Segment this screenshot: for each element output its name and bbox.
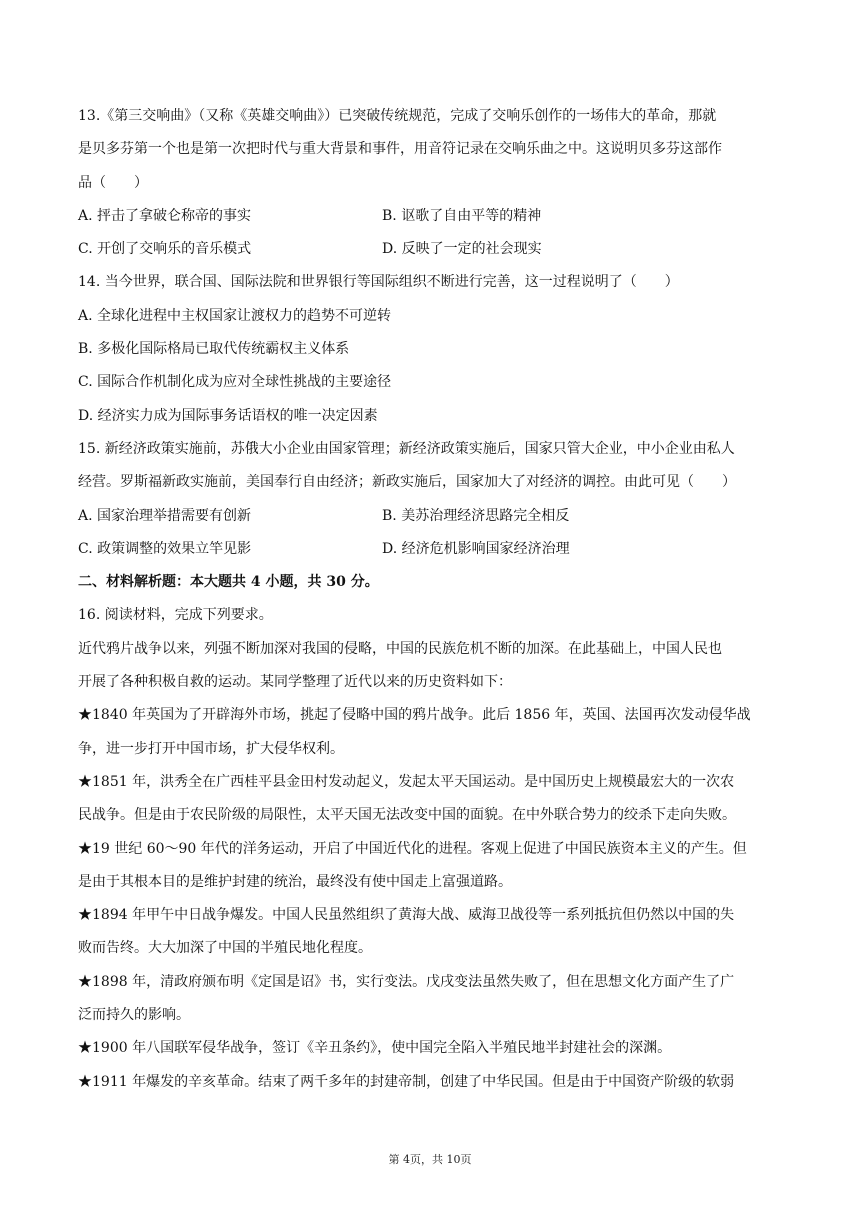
q14-option-d: D. 经济实力成为国际事务话语权的唯一决定因素 [78,407,378,424]
q14-option-a: A. 全球化进程中主权国家让渡权力的趋势不可逆转 [78,307,392,324]
document-page [78,108,788,1107]
q15-options-row-2 [78,541,788,557]
material-intro-line-2: 开展了各种积极自救的运动。某同学整理了近代以来的历史资料如下： [78,674,512,691]
q15-option-d: D. 经济危机影响国家经济治理 [382,540,570,557]
material-intro-line-1: 近代鸦片战争以来，列强不断加深对我国的侵略，中国的民族危机不断的加深。在此基础上，中国人民也 [78,640,722,657]
material-item-1898-line-1: ★1898 年，清政府颁布明《定国是诏》书，实行变法。戊戌变法虽然失败了，但在思想文化方面产生了广 [78,973,735,990]
q15-option-a: A. 国家治理举措需要有创新 [78,507,252,524]
material-item-1894-line-2: 败而告终。大大加深了中国的半殖民地化程度。 [78,940,372,957]
q13-option-d: D. 反映了一定的社会现实 [382,241,542,258]
material-item-1898-line-2: 泛而持久的影响。 [78,1007,190,1024]
q13-line-3: 品（ ） [78,174,148,191]
page-number-footer: 第 4页，共 10页 [388,1153,472,1166]
q13-options-row-1 [78,208,788,224]
q16-stem: 16. 阅读材料，完成下列要求。 [78,607,273,624]
q13-line-2: 是贝多芬第一个也是第一次把时代与重大背景和事件，用音符记录在交响乐曲之中。这说明贝多芬这部作 [78,141,722,158]
material-item-1840-line-1: ★1840 年英国为了开辟海外市场，挑起了侵略中国的鸦片战争。此后 1856 年，英国、法国再次发动侵华战 [78,707,751,724]
q15-option-b: B. 美苏治理经济思路完全相反 [382,507,570,524]
material-item-1840-line-2: 争，进一步打开中国市场，扩大侵华权利。 [78,740,344,757]
q13-options-row-2 [78,241,788,257]
q13-line-1: 13.《第三交响曲》（又称《英雄交响曲》）已突破传统规范，完成了交响乐创作的一场伟大的革命，那就 [78,108,717,124]
q15-line-1: 15. 新经济政策实施前，苏俄大小企业由国家管理；新经济政策实施后，国家只管大企业，中小企业由私人 [78,440,735,457]
q13-option-b: B. 讴歌了自由平等的精神 [382,207,542,224]
q15-option-c: C. 政策调整的效果立竿见影 [78,540,252,557]
material-item-1851-line-2: 民战争。但是由于农民阶级的局限性，太平天国无法改变中国的面貌。在中外联合势力的绞杀下走向失败。 [78,807,736,824]
q14-option-b: B. 多极化国际格局已取代传统霸权主义体系 [78,341,350,358]
q15-options-row-1 [78,508,788,524]
material-item-1851-line-1: ★1851 年，洪秀全在广西桂平县金田村发动起义，发起太平天国运动。是中国历史上规模最宏大的一次农 [78,773,735,790]
material-item-1860s-line-2: 是由于其根本目的是维护封建的统治，最终没有使中国走上富强道路。 [78,873,512,890]
material-item-1911-line-1: ★1911 年爆发的辛亥革命。结束了两千多年的封建帝制，创建了中华民国。但是由于中国资产阶级的软弱 [78,1073,735,1090]
q14-stem: 14. 当今世界，联合国、国际法院和世界银行等国际组织不断进行完善，这一过程说明了（ ） [78,274,679,291]
q14-option-c: C. 国际合作机制化成为应对全球性挑战的主要途径 [78,374,392,391]
section-2-heading: 二、材料解析题：本大题共 4 小题，共 30 分。 [78,574,379,591]
q15-line-2: 经营。罗斯福新政实施前，美国奉行自由经济；新政实施后，国家加大了对经济的调控。由此可见（ ） [78,474,736,491]
q13-option-c: C. 开创了交响乐的音乐模式 [78,241,252,258]
material-item-1900-line-1: ★1900 年八国联军侵华战争，签订《辛丑条约》，使中国完全陷入半殖民地半封建社会的深渊。 [78,1040,672,1057]
material-item-1860s-line-1: ★19 世纪 60～90 年代的洋务运动，开启了中国近代化的进程。客观上促进了中国民族资本主义的产生。但 [78,840,747,857]
material-item-1894-line-1: ★1894 年甲午中日战争爆发。中国人民虽然组织了黄海大战、威海卫战役等一系列抵抗但仍然以中国的失 [78,907,735,924]
q13-option-a: A. 抨击了拿破仑称帝的事实 [78,207,252,224]
